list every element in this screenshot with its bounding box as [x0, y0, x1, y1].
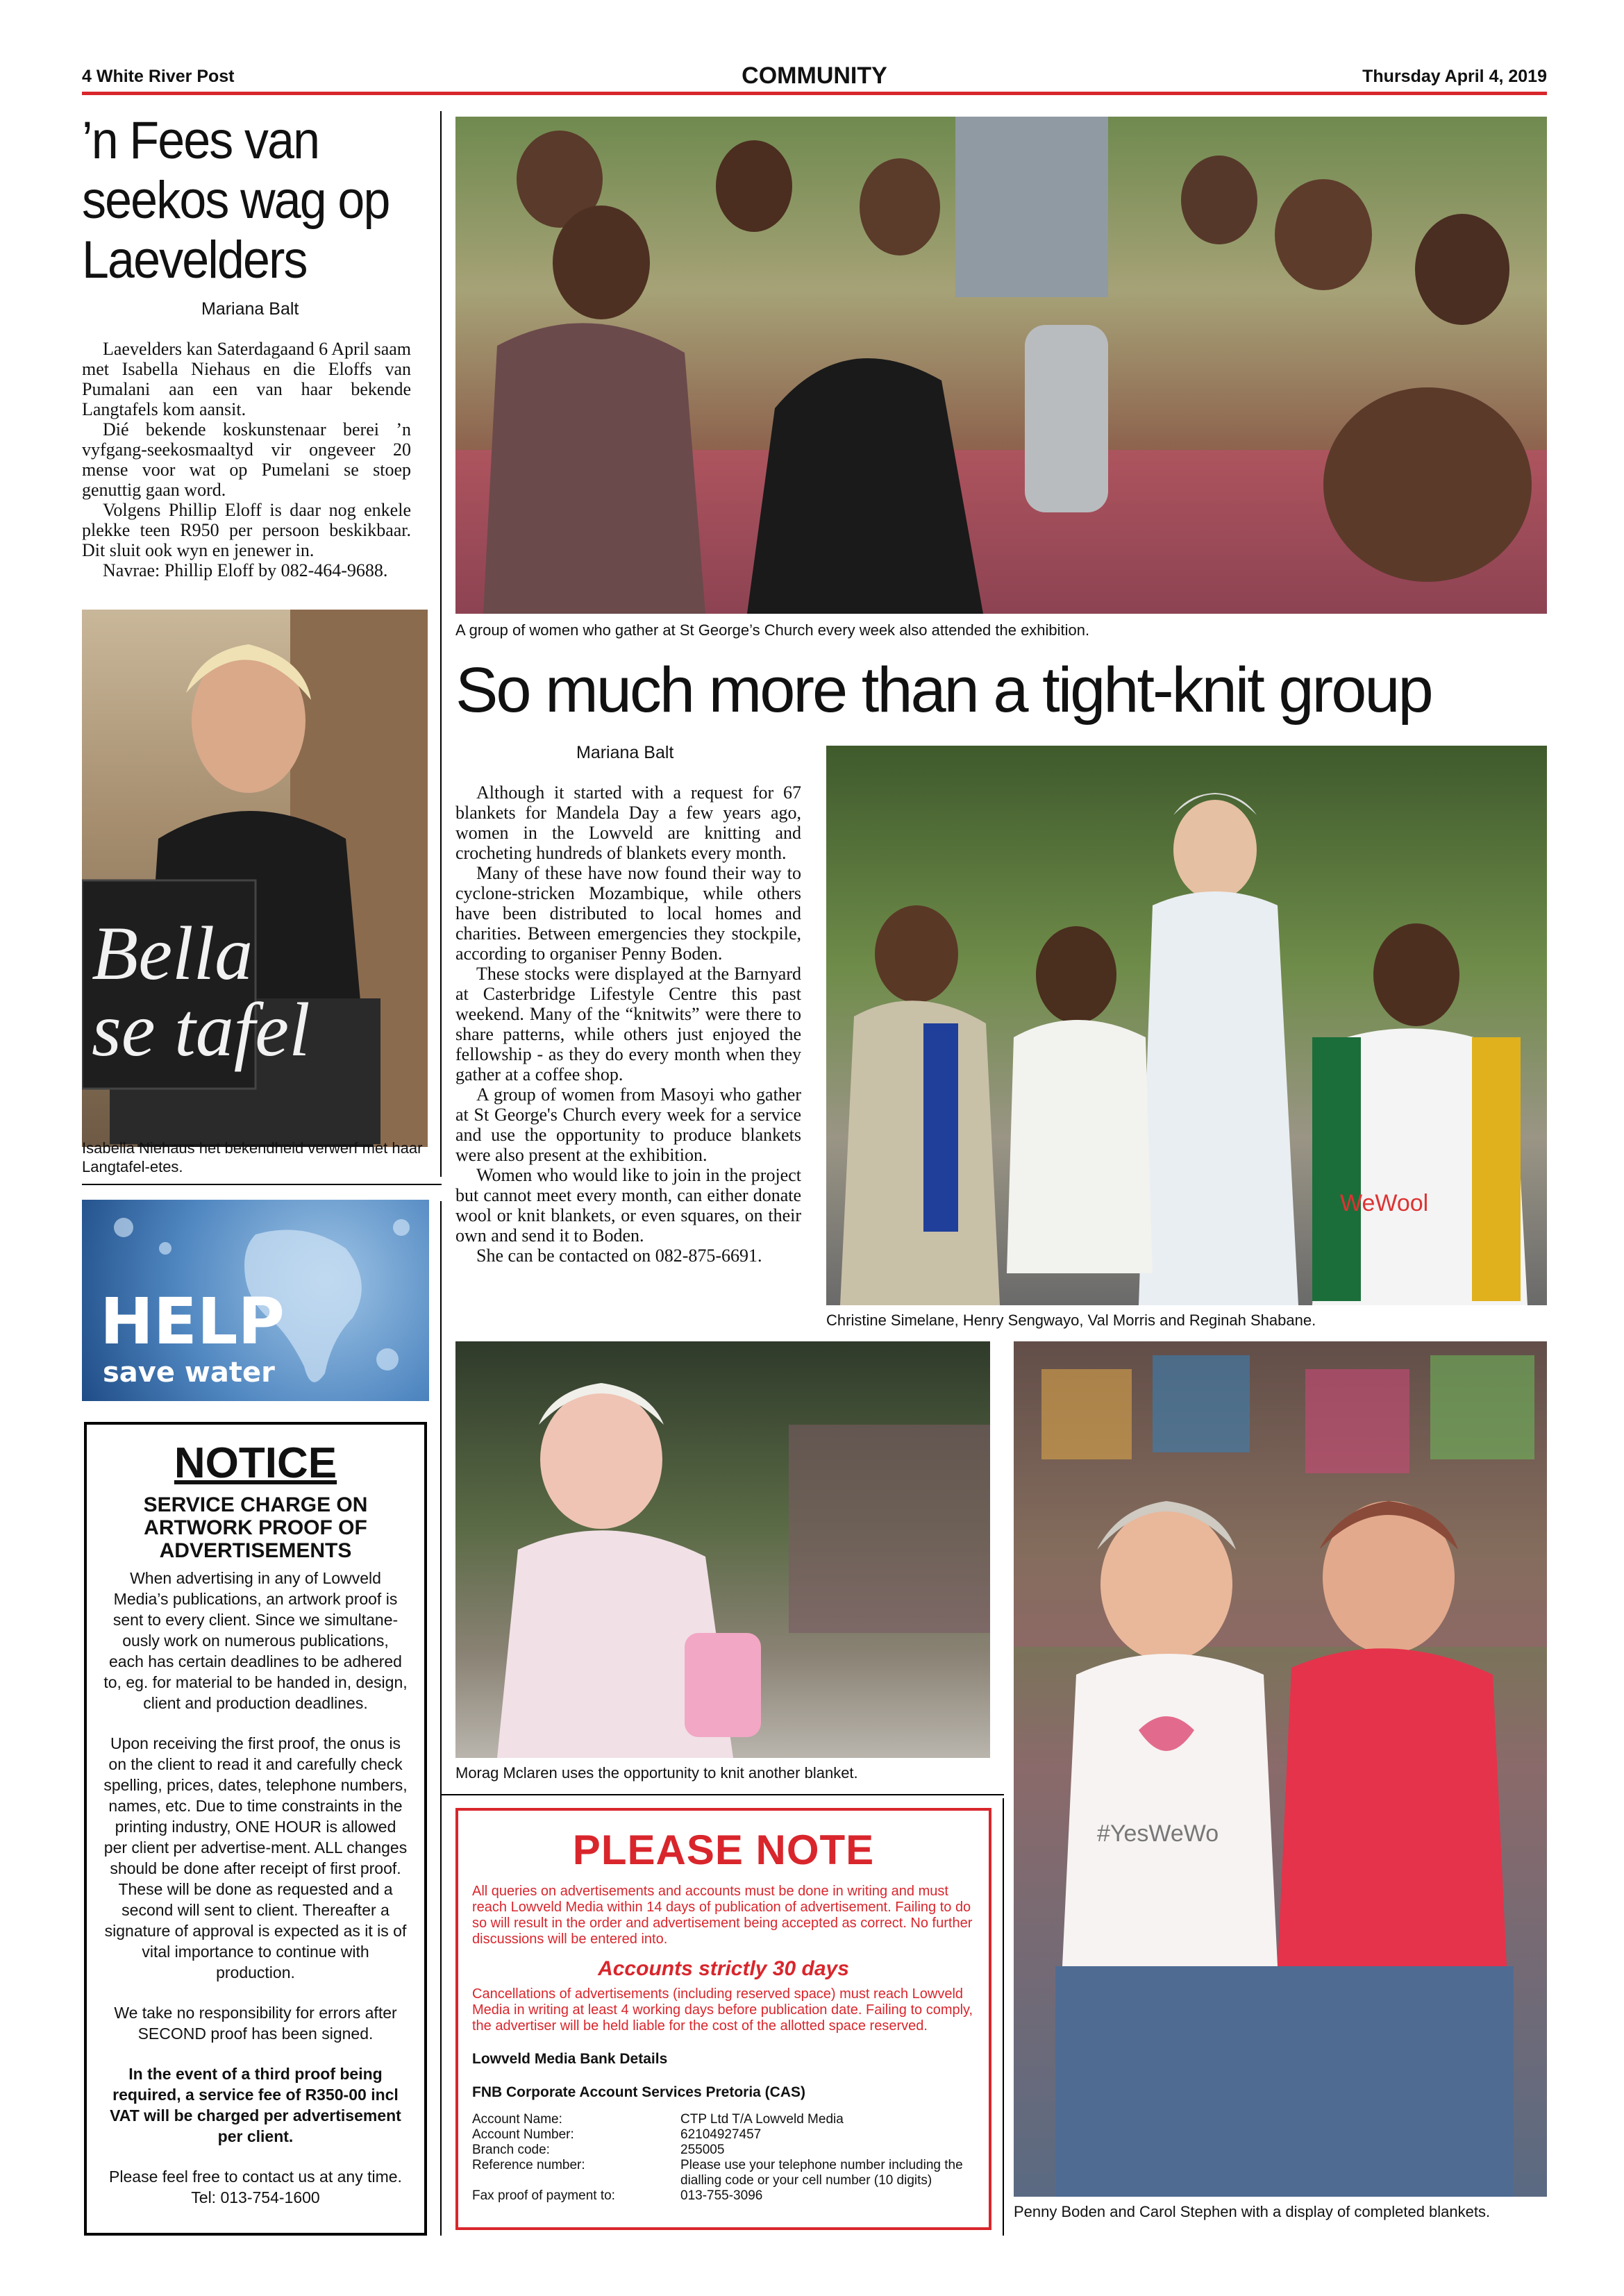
article2-paragraph: A group of women from Masoyi who gather at St George's Church every week for a service and use the opportunity to produce blankets were also present at the exhibition.	[455, 1084, 801, 1165]
bank-row	[472, 2143, 975, 2158]
notice-box	[84, 1422, 427, 2236]
bank-value: CTP Ltd T/A Lowveld Media	[680, 2112, 844, 2127]
bank-row	[472, 2127, 975, 2143]
article1-paragraph: Volgens Phillip Eloff is daar nog enkele plekke teen R950 per persoon beskikbaar. Dit sluit ook wyn en jenewer in.	[82, 500, 411, 560]
morag-illustration	[455, 1341, 990, 1758]
bank-row	[472, 2112, 975, 2127]
notice-paragraph: Please feel free to contact us at any time. Tel: 013-754-1600	[109, 2168, 402, 2206]
isabella-caption: Isabella Niehaus het bekendheid verwerf met haar Langtafel-etes.	[82, 1139, 423, 1175]
bank-value: 255005	[680, 2143, 725, 2157]
bank-label: Account Number:	[472, 2127, 574, 2142]
article1-byline: Mariana Balt	[201, 299, 299, 319]
bank-name: FNB Corporate Account Services Pretoria (CAS)	[472, 2084, 805, 2100]
help-word: HELP	[100, 1284, 285, 1359]
bank-row	[472, 2188, 975, 2204]
church-group-caption: A group of women who gather at St George’s Church every week also attended the exhibition.	[455, 621, 1090, 639]
section-divider	[442, 1794, 1004, 1795]
column-divider	[1003, 1798, 1004, 2236]
issue-date: Thursday April 4, 2019	[1362, 67, 1547, 86]
section-title: COMMUNITY	[742, 62, 887, 89]
article1-paragraph: Dié bekende koskunstenaar berei ’n vyfgang-seekosmaaltyd vir ongeveer 20 mense voor wat op Pumelani se stoep genuttig gaan word.	[82, 419, 411, 500]
notice-title: NOTICE	[174, 1439, 337, 1487]
section-divider	[82, 1184, 442, 1185]
bank-value: 013-755-3096	[680, 2188, 763, 2203]
shirt-text: #YesWeWo	[1097, 1820, 1219, 1847]
article1-headline: ’n Fees van seekos wag op Laevelders	[82, 111, 390, 290]
church-group-photo	[455, 117, 1547, 614]
four-people-caption: Christine Simelane, Henry Sengwayo, Val Morris and Reginah Shabane.	[826, 1312, 1316, 1329]
bank-value: Please use your telephone number including the dialling code or your cell number (10 digits)	[680, 2158, 963, 2188]
please-note-title: PLEASE NOTE	[572, 1827, 875, 1873]
notice-subtitle: SERVICE CHARGE ON ARTWORK PROOF OF ADVERTISEMENTS	[143, 1493, 368, 1562]
bank-row	[472, 2158, 975, 2188]
accounts-subtitle: Accounts strictly 30 days	[598, 1957, 849, 1980]
article2-paragraph: Many of these have now found their way to cyclone-stricken Mozambique, while others have been distributed to local homes and charities. Between emergencies they stockpile, according to organiser Penny Boden.	[455, 863, 801, 964]
header-rule	[82, 92, 1547, 95]
penny-carol-caption: Penny Boden and Carol Stephen with a display of completed blankets.	[1014, 2203, 1491, 2220]
bank-heading: Lowveld Media Bank Details	[472, 2051, 668, 2067]
bank-label: Reference number:	[472, 2158, 585, 2172]
shirt-text: WeWool	[1340, 1190, 1429, 1216]
article2-headline: So much more than a tight-knit group	[455, 655, 1432, 726]
four-people-illustration	[826, 746, 1547, 1305]
column-divider	[440, 111, 442, 1177]
bank-value: 62104927457	[680, 2127, 762, 2142]
article2-paragraph: Although it started with a request for 67 blankets for Mandela Day a few years ago, women in the Lowveld are knitting and crocheting hundreds of blankets every month.	[455, 782, 801, 863]
save-water-word: save water	[103, 1357, 275, 1389]
help-save-water-ad	[82, 1200, 429, 1401]
please-note-paragraph: Cancellations of advertisements (including reserved space) must reach Lowveld Media in writing at least 4 working days before publication date. Failing to comply, the advertiser will be held liable for the cost of the allotted space reserved.	[472, 1986, 973, 2034]
four-people-photo	[826, 746, 1547, 1305]
article1-body	[82, 339, 411, 580]
page-number-publication: 4 White River Post	[82, 67, 235, 86]
penny-carol-illustration	[1014, 1341, 1547, 2197]
isabella-photo	[82, 610, 428, 1147]
notice-paragraph: When advertising in any of Lowveld Media’s publications, an artwork proof is sent to every client. Since we simultane-ously work on numerous publications, each has certain deadlines to be adhered to, eg. for material to be handed in, design, client and production deadlines.	[103, 1569, 408, 1712]
article1-paragraph: Laevelders kan Saterdagaand 6 April saam met Isabella Niehaus en die Eloffs van Pumalani aan een van haar bekende Langtafels kom aansit.	[82, 339, 411, 419]
page-header	[82, 62, 1547, 92]
notice-paragraph: We take no responsibility for errors after SECOND proof has been signed.	[114, 2004, 397, 2043]
article2-paragraph: These stocks were displayed at the Barnyard at Casterbridge Lifestyle Centre this past weekend. Many of the “knitwits” were there to share patterns, while others just enjoyed the fellowship - as they do every month when they gather at a coffee shop.	[455, 964, 801, 1084]
bank-label: Account Name:	[472, 2112, 562, 2127]
notice-paragraph: Upon receiving the first proof, the onus is on the client to read it and carefully check spelling, prices, dates, telephone numbers, names, etc. Due to time constraints in the printing industry, ONE HOUR is allowed per client per advertise-ment. ALL changes should be done after receipt of first proof. These will be done as requested and a second will sent to client. Thereafter a signature of approval is expected as it is of vital importance to continue with production.	[103, 1734, 408, 1981]
please-note-box	[455, 1808, 991, 2230]
article2-body	[455, 782, 801, 1266]
bank-label: Fax proof of payment to:	[472, 2188, 615, 2203]
morag-photo	[455, 1341, 990, 1758]
morag-caption: Morag Mclaren uses the opportunity to knit another blanket.	[455, 1764, 858, 1782]
article2-paragraph: She can be contacted on 082-875-6691.	[476, 1246, 762, 1266]
church-group-illustration	[455, 117, 1547, 614]
penny-carol-photo	[1014, 1341, 1547, 2197]
article1-paragraph: Navrae: Phillip Eloff by 082-464-9688.	[103, 560, 388, 580]
article2-byline: Mariana Balt	[576, 743, 674, 762]
bank-label: Branch code:	[472, 2143, 550, 2157]
column-divider	[440, 1201, 442, 2236]
sign-text: Bella se tafel	[92, 911, 310, 1072]
bank-details	[472, 2112, 975, 2204]
notice-paragraph: In the event of a third proof being required, a service fee of R350-00 incl VAT will be charged per advertisement per client.	[110, 2065, 401, 2145]
article2-paragraph: Women who would like to join in the project but cannot meet every month, can either donate wool or knit blankets, or even squares, on their own and send it to Boden.	[455, 1165, 801, 1246]
please-note-paragraph: All queries on advertisements and accounts must be done in writing and must reach Lowveld Media within 14 days of publication of advertisement. Failing to do so will result in the order and advertisement being accepted as correct. No further discussions will be entered into.	[472, 1884, 973, 1947]
